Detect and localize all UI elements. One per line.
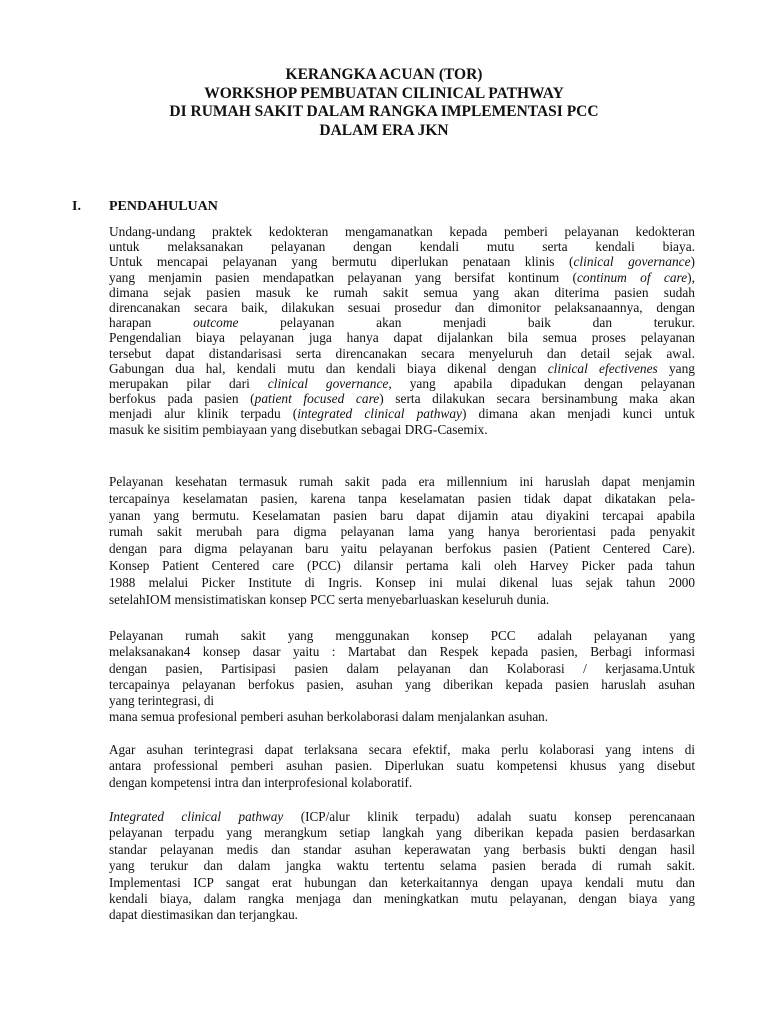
title-line: DALAM ERA JKN	[319, 121, 449, 139]
text-run: setelahIOM mensistimatiskan konsep PCC serta menyebarluaskan keseluruh dunia.	[109, 591, 550, 607]
paragraph-patient-safety	[109, 474, 695, 608]
text-line	[109, 575, 695, 592]
text-run: antara professional pemberi asuhan pasien. Diperlukan suatu kompetensi khusus yang disebut	[109, 758, 695, 774]
italic-term: clinical governance	[573, 254, 691, 270]
text-line	[109, 644, 695, 660]
text-line	[109, 875, 695, 891]
text-line	[109, 758, 695, 774]
text-run: melaksanakan4 konsep dasar yaitu : Martabat dan Respek kepada pasien, Berbagi informasi	[109, 644, 695, 660]
text-run: , yang apabila dipadukan dengan pelayanan	[388, 376, 696, 392]
paragraph-icp	[109, 809, 695, 924]
text-run: dengan pasien, Partisipasi pasien dalam pelayanan dan Kolaborasi / kerjasama.Untuk	[109, 660, 695, 676]
text-run: yanan yang bermutu. Keselamatan pasien baru dapat dijamin atau diyakini tercapai apabila	[109, 507, 695, 523]
section-title: PENDAHULUAN	[109, 199, 218, 214]
text-line	[109, 891, 695, 907]
text-run: Pengendalian biaya pelayanan juga hanya dapat dijalankan bila semua proses pelayanan	[109, 330, 695, 346]
text-run: menjadi alur klinik terpadu (	[109, 406, 298, 422]
text-line	[109, 677, 695, 693]
text-line	[109, 825, 695, 841]
title-line: WORKSHOP PEMBUATAN CILINICAL PATHWAY	[204, 84, 564, 102]
text-run: ) serta dilakukan secara bersinambung maka akan	[379, 391, 695, 407]
text-run: yang	[657, 360, 695, 376]
text-run: Pelayanan rumah sakit yang menggunakan konsep PCC adalah pelayanan yang	[109, 628, 695, 643]
text-run: masuk ke sisitim pembiayaan yang disebutkan sebagai DRG-Casemix.	[109, 421, 488, 437]
text-line	[109, 300, 695, 315]
text-run: merupakan pilar dari	[109, 376, 268, 392]
text-run: yang terukur dan dalam jangka waktu tertentu selama pasien berada di rumah sakit.	[109, 858, 695, 874]
text-line	[109, 346, 695, 361]
text-run: ),	[687, 269, 695, 285]
text-run: berfokus pada pasien (	[109, 391, 255, 407]
text-line	[109, 330, 695, 345]
paragraph-pendahuluan	[109, 224, 695, 437]
text-line	[109, 376, 695, 391]
italic-term: patient focused care	[254, 391, 380, 407]
text-run: tercapainya keselamatan pasien, karena tanpa keselamatan pasien tidak dapat dikatakan pela-	[109, 490, 695, 506]
text-run: tersebut dapat distandarisasi serta direncanakan secara menyeluruh dan detail sejak awal.	[109, 345, 695, 361]
text-line	[109, 775, 695, 791]
text-run: 1988 melalui Picker Institute di Ingris. Konsep ini mulai dikenal luas sejak tahun 2000	[109, 574, 695, 590]
italic-term: clinical efectivenes	[547, 360, 658, 376]
text-line	[109, 315, 695, 330]
text-line	[109, 809, 695, 825]
text-line	[109, 239, 695, 254]
text-run: kendali biaya, dalam rangka menjaga dan meningkatkan mutu pelayanan, dengan biaya yang	[109, 891, 695, 907]
text-run: pelayanan akan menjadi baik dan terukur.	[238, 315, 695, 331]
text-run: Undang-undang praktek kedokteran mengamanatkan kepada pemberi pelayanan kedokteran	[109, 224, 695, 239]
text-line	[109, 661, 695, 677]
text-run: Konsep Patient Centered care (PCC) dilansir pertama kali oleh Harvey Picker pada tahun	[109, 557, 695, 573]
text-line	[109, 508, 695, 525]
title-line: KERANGKA ACUAN (TOR)	[285, 66, 483, 83]
text-line	[109, 491, 695, 508]
text-run: Gabungan dua hal, kendali mutu dan kendali biaya dikenal dengan	[109, 360, 548, 376]
text-run: direncanakan secara baik, dilakukan sesuai prosedur dan dimonitor pelaksanaannya, dengan	[109, 300, 695, 316]
text-run: Implementasi ICP sangat erat hubungan dan keterkaitannya dengan upaya kendali mutu dan	[109, 874, 695, 890]
text-line	[109, 285, 695, 300]
text-line	[109, 422, 695, 437]
text-line	[109, 224, 695, 239]
text-line	[109, 842, 695, 858]
text-line	[109, 254, 695, 269]
text-run: Agar asuhan terintegrasi dapat terlaksana secara efektif, maka perlu kolaborasi yang intens di	[109, 742, 695, 757]
section-number: I.	[72, 199, 81, 214]
text-line	[109, 406, 695, 421]
italic-term: continum of care	[576, 269, 688, 285]
text-run: yang menjamin pasien mendapatkan pelayanan yang bersifat kontinum (	[109, 269, 577, 285]
italic-term: integrated clinical pathway	[297, 406, 462, 422]
text-line	[109, 541, 695, 558]
text-run: rumah sakit merubah para digma pelayanan lama yang hanya berorientasi pada penyakit	[109, 524, 695, 540]
italic-term: clinical governance	[267, 376, 389, 392]
text-line	[109, 907, 695, 923]
text-line	[109, 391, 695, 406]
text-line	[109, 524, 695, 541]
text-run: standar pelayanan medis dan standar asuhan keperawatan yang berbasis bukti dengan hasil	[109, 841, 695, 857]
text-line	[109, 742, 695, 758]
text-line	[109, 361, 695, 376]
text-run: yang terintegrasi, di	[109, 693, 215, 709]
text-run: harapan	[109, 315, 194, 331]
text-run: dengan para digma pelayanan baru yaitu pelayanan berfokus pasien (Patient Centered Care).	[109, 541, 695, 557]
text-line	[109, 270, 695, 285]
text-line	[109, 693, 695, 709]
text-line	[109, 858, 695, 874]
text-line	[109, 474, 695, 491]
text-run: Pelayanan kesehatan termasuk rumah sakit pada era millennium ini haruslah dapat menjamin	[109, 474, 695, 489]
text-run: Untuk mencapai pelayanan yang bermutu diperlukan penataan klinis (	[109, 254, 574, 270]
text-line	[109, 628, 695, 644]
text-run: mana semua profesional pemberi asuhan berkolaborasi dalam menjalankan asuhan.	[109, 709, 549, 725]
title-line: DI RUMAH SAKIT DALAM RANGKA IMPLEMENTASI PCC	[169, 103, 599, 120]
italic-term: outcome	[193, 315, 239, 331]
paragraph-collaboration	[109, 742, 695, 791]
text-run: dapat diestimasikan dan terjangkau.	[109, 907, 298, 923]
text-line	[109, 592, 695, 609]
text-line	[109, 558, 695, 575]
text-line	[109, 709, 695, 725]
text-run: tercapainya pelayanan berfokus pasien, asuhan yang diberikan kepada pasien haruslah asuhan	[109, 676, 695, 692]
text-run: untuk melaksanakan pelayanan dengan kendali mutu serta kendali biaya.	[109, 239, 695, 255]
text-run: dengan kompetensi intra dan interprofesional kolaboratif.	[109, 774, 413, 790]
text-run: )	[690, 254, 696, 270]
text-run: ) dimana akan menjadi kunci untuk	[461, 406, 696, 422]
italic-term: Integrated clinical pathway	[109, 809, 284, 824]
document-title	[0, 66, 768, 140]
text-run: pelayanan terpadu yang merangkum setiap langkah yang diberikan kepada pasien berdasarkan	[109, 825, 695, 841]
paragraph-pcc-concept	[109, 628, 695, 726]
text-run: (ICP/alur klinik terpadu) adalah suatu konsep perencanaan	[283, 809, 695, 824]
text-run: dimana sejak pasien masuk ke rumah sakit semua yang akan diterima pasien sudah	[109, 284, 695, 300]
